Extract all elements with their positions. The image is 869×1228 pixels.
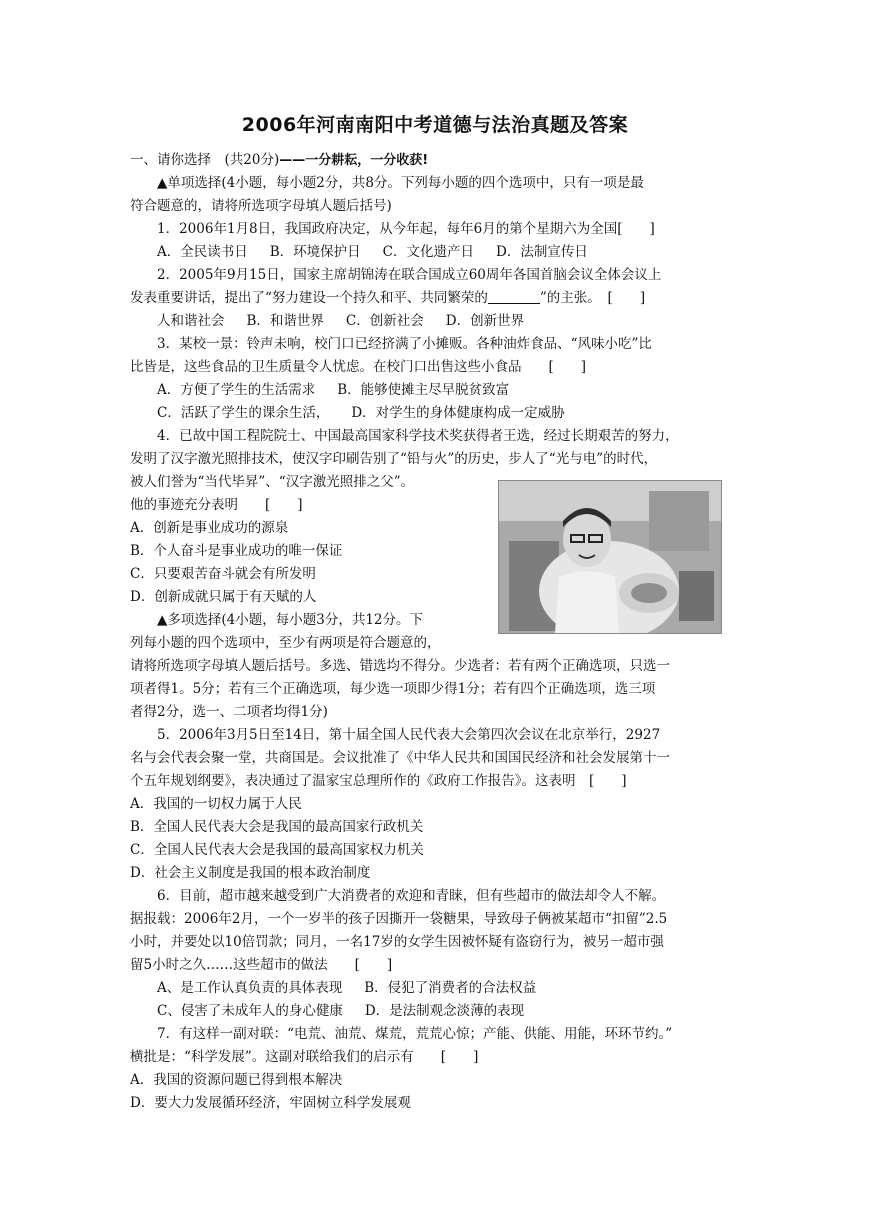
question-5-stem-cont: 名与会代表会聚一堂，共商国是。会议批准了《中华人民共和国国民经济和社会发展第十一 — [130, 750, 670, 766]
option: D．社会主义制度是我国的根本政治制度 — [130, 865, 371, 881]
question-2-text-a: 发表重要讲话，提出了“努力建设一个持久和平、共同繁荣的 — [130, 290, 488, 306]
section-heading — [130, 149, 740, 172]
option: A．我国的一切权力属于人民 — [130, 796, 302, 812]
question-6-stem-cont3: 留5小时之久……这些超市的做法 [ ] — [130, 957, 393, 973]
option: A．全民读书日 — [157, 244, 248, 260]
option: B．全国人民代表大会是我国的最高国家行政机关 — [130, 819, 424, 835]
exam-page — [130, 110, 740, 1115]
option: C．只要艰苦奋斗就会有所发明 — [130, 566, 316, 582]
option: A、是工作认真负责的具体表现 — [157, 980, 343, 996]
portrait-photo — [498, 480, 722, 634]
multi-choice-intro-cont: 项者得1。5分；若有三个正确选项，每少选一项即少得1分；若有四个正确选项，选三项 — [130, 681, 656, 697]
question-4-stem-cont3: 他的事迹充分表明 [ ] — [130, 497, 303, 513]
option: C、侵害了未成年人的身心健康 — [157, 1003, 343, 1019]
question-7-stem: 7．有这样一副对联：“电荒、油荒、煤荒，荒荒心惊；产能、供能、用能，环环节约。” — [157, 1026, 673, 1042]
question-5-stem-cont2: 个五年规划纲要》，表决通过了温家宝总理所作的《政府工作报告》。这表明 [ ] — [130, 773, 627, 789]
question-4-stem-cont: 发明了汉字激光照排技术，使汉字印刷告别了“铅与火”的历史，步人了“光与电”的时代， — [130, 451, 658, 467]
page-title: 2006年河南南阳中考道德与法治真题及答案 — [241, 114, 629, 136]
question-5-stem: 5．2006年3月5日至14日，第十届全国人民代表大会第四次会议在北京举行，2927 — [157, 727, 661, 743]
question-1-options — [130, 241, 740, 264]
option: B．环境保护日 — [269, 244, 361, 260]
question-3-stem-cont: 比皆是，这些食品的卫生质量令人忧虑。在校门口出售这些小食品 [ ] — [130, 359, 587, 375]
section-motto: ——一分耕耘，一分收获! — [279, 153, 429, 168]
question-6-stem-cont: 据报载：2006年2月，一个一岁半的孩子因撕开一袋糖果，导致母子俩被某超市“扣留”2.5 — [130, 911, 668, 927]
single-choice-intro: ▲单项选择(4小题，每小题2分，共8分。下列每小题的四个选项中，只有一项是最 — [157, 175, 644, 191]
option: 人和谐社会 — [157, 313, 225, 329]
question-1-stem: 1．2006年1月8日，我国政府决定，从今年起，每年6月的第个星期六为全国[ ] — [157, 221, 655, 237]
option: C．活跃了学生的课余生活， — [157, 405, 330, 421]
question-6-options-row2 — [130, 1000, 740, 1023]
option: D．要大力发展循环经济，牢固树立科学发展观 — [130, 1095, 411, 1111]
option: A．创新是事业成功的源泉 — [130, 520, 289, 536]
option: C．全国人民代表大会是我国的最高国家权力机关 — [130, 842, 424, 858]
option: B．能够使摊主尽早脱贫致富 — [337, 382, 510, 398]
multi-choice-intro-cont: 者得2分，选一、二项者均得1分) — [130, 704, 328, 720]
question-4-stem-cont2: 被人们誉为“当代毕昇”、“汉字激光照排之父”。 — [130, 474, 415, 490]
option: C．文化遗产日 — [382, 244, 475, 260]
question-2-stem-cont — [130, 287, 740, 310]
multi-choice-intro-cont: 列每小题的四个选项中，至少有两项是符合题意的， — [130, 635, 441, 651]
option: D．创新成就只属于有天赋的人 — [130, 589, 317, 605]
answer-blank — [488, 289, 540, 304]
question-3-options-row1 — [130, 379, 740, 402]
option: D．法制宣传日 — [496, 244, 588, 260]
section-heading-text: 一、请你选择 (共20分) — [130, 152, 280, 168]
question-6-stem: 6．目前，超市越来越受到广大消费者的欢迎和青睐，但有些超市的做法却令人不解。 — [157, 888, 666, 904]
option: B．个人奋斗是事业成功的唯一保证 — [130, 543, 343, 559]
question-6-stem-cont2: 小时，并要处以10倍罚款；同月，一名17岁的女学生因被怀疑有盗窃行为，被另一超市强 — [130, 934, 664, 950]
option: D．创新世界 — [445, 313, 525, 329]
question-7-stem-cont: 横批是：“科学发展”。这副对联给我们的启示有 [ ] — [130, 1049, 479, 1065]
portrait-illustration — [499, 481, 721, 633]
option: A．方便了学生的生活需求 — [157, 382, 316, 398]
question-4-stem: 4．已故中国工程院院士、中国最高国家科学技术奖获得者王选，经过长期艰苦的努力， — [157, 428, 679, 444]
option: D．对学生的身体健康构成一定威胁 — [351, 405, 565, 421]
question-2-options — [130, 310, 740, 333]
multi-choice-intro-cont: 请将所选项字母填人题后括号。多选、错选均不得分。少选者：若有两个正确选项，只选一 — [130, 658, 670, 674]
question-3-stem: 3．某校一景：铃声未响，校门口已经挤满了小摊贩。各种油炸食品、“风味小吃”比 — [157, 336, 652, 352]
multi-choice-intro: ▲多项选择(4小题，每小题3分，共12分。下 — [157, 612, 424, 628]
option: B．和谐世界 — [246, 313, 324, 329]
option: D．是法制观念淡薄的表现 — [364, 1003, 525, 1019]
option: C．创新社会 — [345, 313, 424, 329]
question-2-text-b: ”的主张。 [ ] — [539, 290, 646, 306]
single-choice-intro-cont: 符合题意的，请将所选项字母填人题后括号) — [130, 198, 392, 214]
option: B．侵犯了消费者的合法权益 — [364, 980, 537, 996]
question-6-options-row1 — [130, 977, 740, 1000]
question-3-options-row2 — [130, 402, 740, 425]
option: A．我国的资源问题已得到根本解决 — [130, 1072, 343, 1088]
question-2-stem: 2．2005年9月15日，国家主席胡锦涛在联合国成立60周年各国首脑会议全体会议上 — [157, 267, 662, 283]
